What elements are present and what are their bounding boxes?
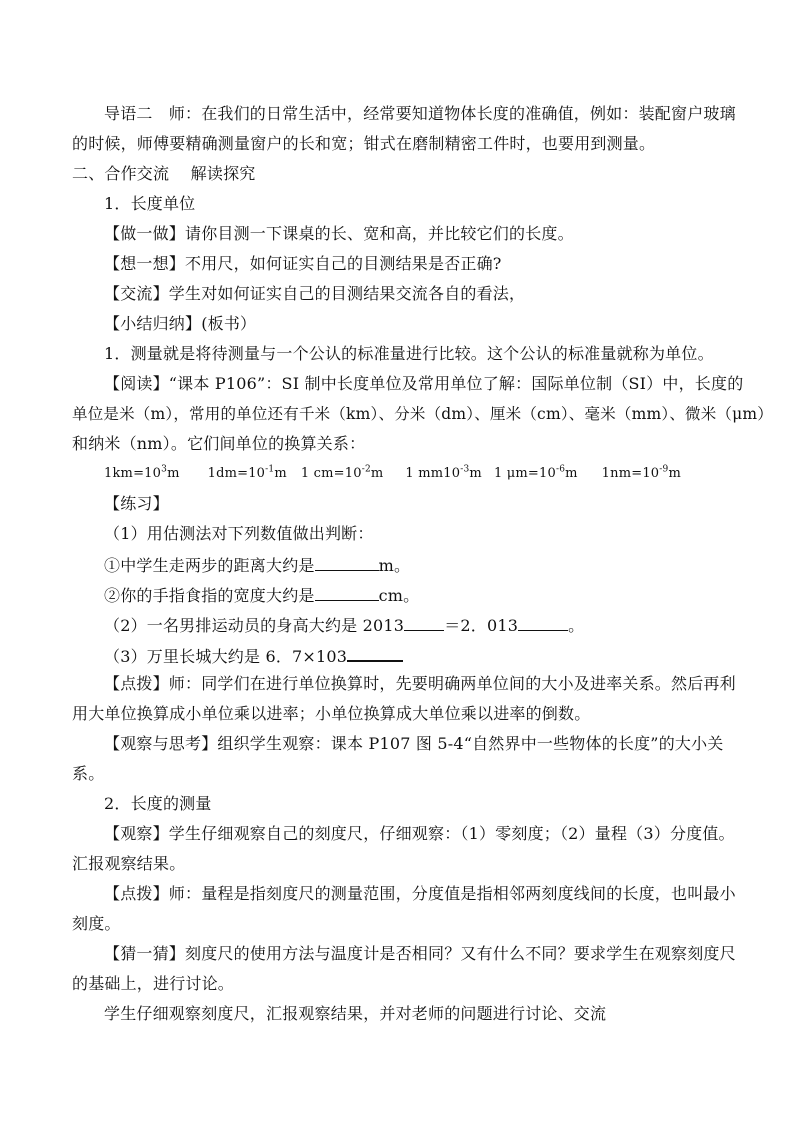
exercise-q2-mid: ＝2．013 [444,616,519,635]
observe-think-line2: 系。 [72,764,105,783]
activity-do: 【做一做】请你目测一下课桌的长、宽和高，并比较它们的长度。 [104,224,574,243]
guess-line2: 的基础上，进行讨论。 [72,974,235,993]
conversion-mm: 1 $mm10^{-3}m$ [405,464,482,481]
exercise-q1b-text: ②你的手指食指的宽度大约是 [104,586,315,605]
exercise-q2-end: 。 [568,616,585,635]
summary-heading: 【小结归纳】(板书） [104,314,257,333]
observe-think-line1: 【观察与思考】组织学生观察：课本 P107 图 5-4“自然界中一些物体的长度”的大小关 [104,734,724,753]
exercise-q1a-text: ①中学生走两步的距离大约是 [104,556,315,575]
activity-discuss: 【交流】学生对如何证实自己的目测结果交流各自的看法， [104,284,526,303]
exercise-q1a-unit: m。 [378,556,411,575]
blank-q1b[interactable] [315,584,379,601]
subsection-heading-units: 1．长度单位 [104,194,196,213]
student-activity: 学生仔细观察刻度尺，汇报观察结果，并对老师的问题进行讨论、交流 [104,1004,607,1023]
conversion-nm: $1nm=10^{-9}m$ [601,464,681,481]
exercise-q1a [104,554,410,576]
subsection-heading-measure: 2．长度的测量 [104,794,212,813]
activity-think: 【想一想】不用尺，如何证实自己的目测结果是否正确? [104,254,502,273]
blank-q1a[interactable] [315,554,379,571]
exercise-q3 [104,644,403,667]
conversion-dm: $1dm=10^{-1}m$ [207,464,287,481]
summary-point: 1．测量就是将待测量与一个公认的标准量进行比较。这个公认的标准量就称为单位。 [104,344,714,363]
guess-line1: 【猜一猜】刻度尺的使用方法与温度计是否相同？又有什么不同？要求学生在观察刻度尺 [104,944,736,963]
conversion-km: $1km=10^3m$ [104,464,180,481]
reading-line3: 和纳米（nm）。它们间单位的换算关系： [72,434,366,453]
hint2-line2: 刻度。 [72,914,121,933]
conversion-um: 1 $\mu m=10^{-6}m$ [493,464,578,481]
exercise-q2-text: （2）一名男排运动员的身高大约是 2013 [104,616,405,635]
reading-line2: 单位是米（m），常用的单位还有千米（km）、分米（dm）、厘米（cm）、毫米（mm）、微米（μm） [72,405,774,423]
hint-line2: 用大单位换算成小单位乘以进率；小单位换算成大单位乘以进率的倒数。 [72,704,591,723]
exercise-q1b [104,584,419,606]
exercise-q1: （1）用估测法对下列数值做出判断： [104,524,374,543]
blank-q3[interactable] [347,644,403,662]
exercise-q3-text: （3）万里长城大约是 6．7×103 [104,647,348,666]
blank-q2a[interactable] [404,614,444,631]
hint-line1: 【点拨】师：同学们在进行单位换算时，先要明确两单位间的大小及进率关系。然后再利 [104,674,736,693]
paragraph-intro-line2: 的时候，师傅要精确测量窗户的长和宽；钳式在磨制精密工件时，也要用到测量。 [72,134,656,153]
section-heading: 二、合作交流 解读探究 [72,164,256,183]
conversion-cm: 1 $cm=10^{-2}m$ [300,464,384,481]
unit-conversion-row [104,464,681,484]
observe-line2: 汇报观察结果。 [72,854,186,873]
hint2-line1: 【点拨】师：量程是指刻度尺的测量范围，分度值是指相邻两刻度线间的长度，也叫最小 [104,884,736,903]
exercise-q1b-unit: cm。 [378,586,420,605]
reading-line1: 【阅读】“课本 P106”：SI 制中长度单位及常用单位了解：国际单位制（SI）中，长度的 [104,374,744,393]
exercise-heading: 【练习】 [104,494,169,513]
blank-q2b[interactable] [518,614,568,631]
exercise-q2 [104,614,584,636]
paragraph-intro-line1: 导语二 师：在我们的日常生活中，经常要知道物体长度的准确值，例如：装配窗户玻璃 [104,104,736,123]
observe-line1: 【观察】学生仔细观察自己的刻度尺，仔细观察：（1）零刻度；（2）量程（3）分度值。 [104,824,735,843]
